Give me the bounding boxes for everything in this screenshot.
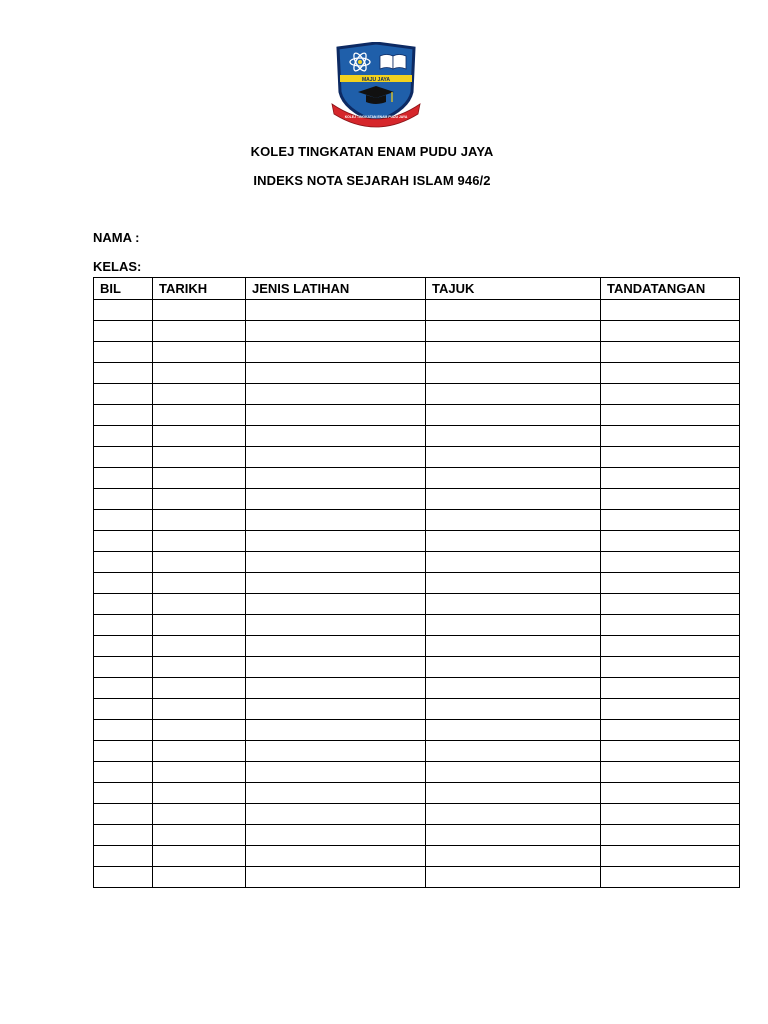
table-cell — [94, 342, 153, 363]
table-cell — [153, 783, 246, 804]
table-cell — [426, 426, 601, 447]
table-cell — [601, 321, 740, 342]
table-row — [94, 300, 740, 321]
table-cell — [246, 573, 426, 594]
table-cell — [426, 846, 601, 867]
table-cell — [426, 300, 601, 321]
table-cell — [601, 636, 740, 657]
school-name: KOLEJ TINGKATAN ENAM PUDU JAYA — [250, 144, 494, 159]
table-cell — [601, 426, 740, 447]
table-cell — [426, 825, 601, 846]
table-cell — [601, 405, 740, 426]
table-row — [94, 573, 740, 594]
table-cell — [246, 384, 426, 405]
table-cell — [426, 762, 601, 783]
table-cell — [246, 594, 426, 615]
column-header-tarikh: TARIKH — [153, 278, 246, 300]
table-cell — [246, 657, 426, 678]
table-cell — [94, 657, 153, 678]
book-icon — [380, 55, 406, 70]
table-cell — [94, 426, 153, 447]
table-cell — [426, 510, 601, 531]
table-row — [94, 426, 740, 447]
table-row — [94, 846, 740, 867]
table-cell — [94, 384, 153, 405]
table-row — [94, 657, 740, 678]
table-cell — [153, 300, 246, 321]
table-cell — [94, 846, 153, 867]
table-row — [94, 804, 740, 825]
table-cell — [153, 426, 246, 447]
column-header-bil: BIL — [94, 278, 153, 300]
table-cell — [601, 657, 740, 678]
table-cell — [153, 573, 246, 594]
table-cell — [601, 468, 740, 489]
table-cell — [426, 678, 601, 699]
table-cell — [246, 699, 426, 720]
table-row — [94, 384, 740, 405]
table-cell — [153, 846, 246, 867]
table-cell — [246, 447, 426, 468]
table-cell — [153, 720, 246, 741]
table-cell — [246, 825, 426, 846]
table-cell — [94, 363, 153, 384]
table-cell — [153, 468, 246, 489]
table-cell — [94, 741, 153, 762]
table-cell — [94, 552, 153, 573]
table-cell — [246, 783, 426, 804]
table-cell — [601, 384, 740, 405]
table-row — [94, 636, 740, 657]
table-cell — [94, 468, 153, 489]
table-cell — [153, 636, 246, 657]
table-cell — [246, 405, 426, 426]
table-cell — [426, 363, 601, 384]
table-cell — [601, 846, 740, 867]
table-row — [94, 699, 740, 720]
table-cell — [153, 762, 246, 783]
table-cell — [426, 447, 601, 468]
table-cell — [426, 573, 601, 594]
table-cell — [94, 615, 153, 636]
nama-label: NAMA : — [93, 230, 140, 245]
table-cell — [246, 321, 426, 342]
table-cell — [94, 531, 153, 552]
table-row — [94, 783, 740, 804]
table-cell — [246, 741, 426, 762]
table-cell — [601, 300, 740, 321]
table-cell — [601, 363, 740, 384]
table-cell — [601, 867, 740, 888]
table-cell — [94, 300, 153, 321]
table-cell — [153, 384, 246, 405]
table-row — [94, 342, 740, 363]
table-cell — [94, 573, 153, 594]
table-cell — [246, 867, 426, 888]
table-cell — [246, 636, 426, 657]
table-cell — [601, 594, 740, 615]
table-cell — [601, 699, 740, 720]
table-cell — [153, 531, 246, 552]
table-cell — [601, 804, 740, 825]
table-header-row — [94, 278, 740, 300]
table-cell — [601, 573, 740, 594]
table-body — [94, 300, 740, 888]
table-row — [94, 867, 740, 888]
table-cell — [94, 447, 153, 468]
table-row — [94, 363, 740, 384]
table-cell — [601, 342, 740, 363]
table-cell — [153, 447, 246, 468]
table-row — [94, 762, 740, 783]
table-cell — [426, 720, 601, 741]
school-logo — [330, 42, 422, 130]
table-row — [94, 468, 740, 489]
table-cell — [246, 615, 426, 636]
column-header-tajuk: TAJUK — [426, 278, 601, 300]
table-row — [94, 405, 740, 426]
table-cell — [153, 321, 246, 342]
table-cell — [426, 636, 601, 657]
table-cell — [153, 342, 246, 363]
column-header-tandatangan: TANDATANGAN — [601, 278, 740, 300]
table-cell — [601, 447, 740, 468]
table-cell — [94, 867, 153, 888]
table-row — [94, 720, 740, 741]
table-cell — [601, 531, 740, 552]
table-cell — [153, 678, 246, 699]
table-cell — [153, 405, 246, 426]
table-cell — [601, 552, 740, 573]
table-cell — [601, 678, 740, 699]
table-row — [94, 825, 740, 846]
logo-motto: MAJU JAYA — [362, 77, 390, 83]
table-cell — [601, 741, 740, 762]
table-cell — [94, 510, 153, 531]
table-row — [94, 615, 740, 636]
table-cell — [246, 552, 426, 573]
table-cell — [153, 741, 246, 762]
table-row — [94, 531, 740, 552]
table-cell — [94, 405, 153, 426]
table-cell — [426, 594, 601, 615]
table-cell — [601, 489, 740, 510]
index-table — [93, 277, 740, 888]
table-row — [94, 510, 740, 531]
table-cell — [426, 615, 601, 636]
table-cell — [94, 783, 153, 804]
table-cell — [153, 615, 246, 636]
table-cell — [94, 804, 153, 825]
table-cell — [246, 762, 426, 783]
table-cell — [426, 741, 601, 762]
table-cell — [246, 804, 426, 825]
table-cell — [246, 300, 426, 321]
table-cell — [601, 783, 740, 804]
table-cell — [426, 342, 601, 363]
table-row — [94, 321, 740, 342]
table-cell — [246, 846, 426, 867]
table-cell — [426, 552, 601, 573]
table-cell — [94, 678, 153, 699]
table-row — [94, 741, 740, 762]
table-cell — [94, 720, 153, 741]
table-cell — [153, 552, 246, 573]
table-cell — [426, 867, 601, 888]
table-cell — [94, 636, 153, 657]
table-cell — [153, 699, 246, 720]
kelas-label: KELAS: — [93, 259, 142, 274]
table-cell — [246, 342, 426, 363]
column-header-jenis-latihan: JENIS LATIHAN — [246, 278, 426, 300]
table-row — [94, 678, 740, 699]
table-cell — [153, 363, 246, 384]
table-row — [94, 447, 740, 468]
table-cell — [246, 531, 426, 552]
table-cell — [426, 489, 601, 510]
table-cell — [153, 657, 246, 678]
table-cell — [426, 531, 601, 552]
table-cell — [153, 867, 246, 888]
table-cell — [426, 783, 601, 804]
table-row — [94, 489, 740, 510]
table-cell — [246, 489, 426, 510]
table-cell — [246, 720, 426, 741]
table-cell — [94, 321, 153, 342]
table-cell — [601, 510, 740, 531]
table-cell — [153, 825, 246, 846]
table-cell — [94, 489, 153, 510]
table-cell — [94, 762, 153, 783]
table-cell — [601, 762, 740, 783]
table-cell — [246, 678, 426, 699]
table-cell — [426, 405, 601, 426]
table-cell — [601, 720, 740, 741]
table-cell — [601, 825, 740, 846]
table-cell — [94, 699, 153, 720]
table-cell — [246, 363, 426, 384]
table-cell — [246, 468, 426, 489]
table-cell — [426, 804, 601, 825]
table-cell — [426, 384, 601, 405]
document-title: INDEKS NOTA SEJARAH ISLAM 946/2 — [253, 173, 491, 188]
table-cell — [246, 426, 426, 447]
table-cell — [426, 468, 601, 489]
table-row — [94, 594, 740, 615]
table-row — [94, 552, 740, 573]
table-cell — [153, 804, 246, 825]
table-cell — [153, 489, 246, 510]
table-cell — [94, 594, 153, 615]
logo-ribbon-text: KOLEJ TINGKATAN ENAM PUDU JAYA — [344, 115, 408, 119]
table-cell — [246, 510, 426, 531]
table-cell — [94, 825, 153, 846]
table-cell — [153, 510, 246, 531]
table-cell — [426, 321, 601, 342]
table-cell — [601, 615, 740, 636]
table-cell — [153, 594, 246, 615]
table-cell — [426, 699, 601, 720]
table-cell — [426, 657, 601, 678]
